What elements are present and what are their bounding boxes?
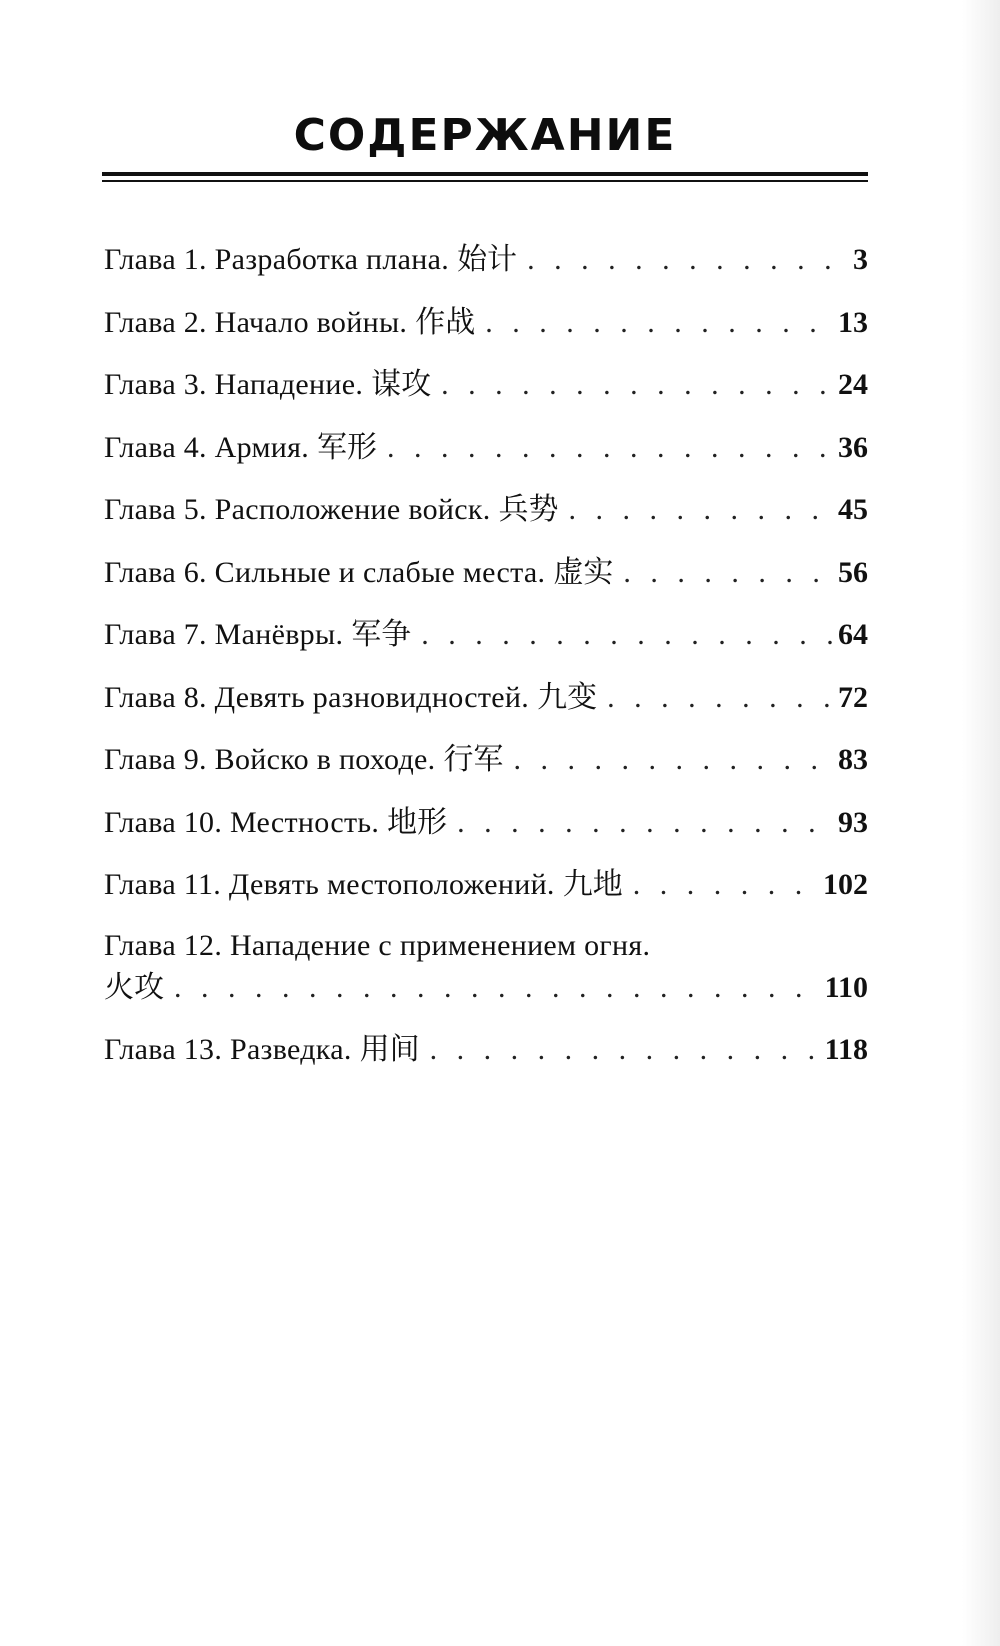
title-rule-thin	[102, 180, 868, 182]
chapter-title: Глава 11. Девять местоположений.	[104, 868, 555, 901]
toc-entry-chapter-7[interactable]	[104, 613, 868, 657]
chapter-title: Глава 9. Войско в походе.	[104, 743, 436, 776]
dot-leader	[569, 488, 834, 532]
chapter-title: Глава 4. Армия.	[104, 430, 310, 464]
chapter-chinese-title: 用间	[359, 1032, 420, 1067]
toc-entry-chapter-4[interactable]	[104, 426, 868, 470]
page-number: 118	[824, 1033, 868, 1066]
page-number: 45	[838, 493, 868, 526]
dot-leader	[485, 301, 834, 345]
toc-entry-chapter-12[interactable]	[104, 926, 868, 1010]
page-number: 102	[823, 868, 868, 901]
chapter-title: Глава 8. Девять разновидностей.	[104, 680, 530, 714]
page-number: 56	[838, 555, 868, 589]
dot-leader	[633, 863, 819, 907]
chapter-title-continuation	[104, 966, 868, 1010]
page-edge-shadow	[962, 0, 1000, 1646]
chapter-chinese-title: 始计	[457, 242, 518, 277]
chapter-chinese-title: 虚实	[553, 554, 614, 590]
chapter-chinese-title: 行军	[443, 742, 504, 777]
page-number: 13	[838, 305, 868, 339]
dot-leader	[607, 676, 834, 720]
chapter-title: Глава 6. Сильные и слабые места.	[104, 555, 546, 589]
toc-entry-chapter-9[interactable]	[104, 738, 868, 782]
dot-leader	[421, 613, 834, 657]
toc-entry-chapter-8[interactable]	[104, 676, 868, 720]
chapter-title: Глава 7. Манёвры.	[104, 618, 344, 651]
toc-entry-chapter-6[interactable]	[104, 551, 868, 595]
toc-entry-chapter-11[interactable]	[104, 863, 868, 907]
dot-leader	[623, 551, 834, 595]
chapter-title: Глава 3. Нападение.	[104, 368, 364, 401]
chapter-chinese-title: 地形	[387, 804, 448, 840]
toc-entry-chapter-5[interactable]	[104, 488, 868, 532]
dot-leader	[457, 801, 834, 845]
page-number: 24	[838, 368, 868, 401]
chapter-title: Глава 12. Нападение с применением огня.	[104, 928, 651, 962]
dot-leader	[387, 426, 834, 470]
chapter-chinese-title: 九地	[562, 867, 623, 902]
chapter-title: Глава 2. Начало войны.	[104, 305, 408, 339]
toc-entry-chapter-1[interactable]	[104, 238, 868, 282]
dot-leader	[513, 738, 834, 782]
dot-leader	[430, 1028, 821, 1072]
page-number: 83	[838, 743, 868, 776]
page-title: СОДЕРЖАНИЕ	[293, 110, 677, 161]
chapter-chinese-title: 军形	[317, 429, 378, 465]
chapter-title: Глава 1. Разработка плана.	[104, 243, 450, 276]
chapter-chinese-title: 兵势	[498, 492, 559, 527]
toc-entry-chapter-2[interactable]	[104, 301, 868, 345]
page-number: 110	[824, 970, 868, 1004]
dot-leader	[174, 966, 821, 1010]
page-number: 93	[838, 805, 868, 839]
toc-entry-chapter-13[interactable]	[104, 1028, 868, 1072]
page-number: 64	[838, 618, 868, 651]
page-number: 3	[853, 243, 868, 276]
page-number: 36	[838, 430, 868, 464]
title-rule-thick	[102, 172, 868, 176]
dot-leader	[527, 238, 849, 282]
chapter-chinese-title: 作战	[415, 304, 476, 340]
chapter-title: Глава 5. Расположение войск.	[104, 493, 491, 526]
page-number: 72	[838, 680, 868, 714]
table-of-contents	[104, 238, 868, 1091]
dot-leader	[441, 363, 834, 407]
chapter-chinese-title: 军争	[351, 617, 412, 652]
chapter-chinese-title: 火攻	[104, 969, 164, 1005]
chapter-chinese-title: 谋攻	[371, 367, 432, 402]
chapter-title: Глава 13. Разведка.	[104, 1033, 352, 1066]
toc-entry-chapter-10[interactable]	[104, 801, 868, 845]
chapter-title: Глава 10. Местность.	[104, 805, 380, 839]
chapter-chinese-title: 九变	[537, 679, 598, 715]
toc-entry-chapter-3[interactable]	[104, 363, 868, 407]
